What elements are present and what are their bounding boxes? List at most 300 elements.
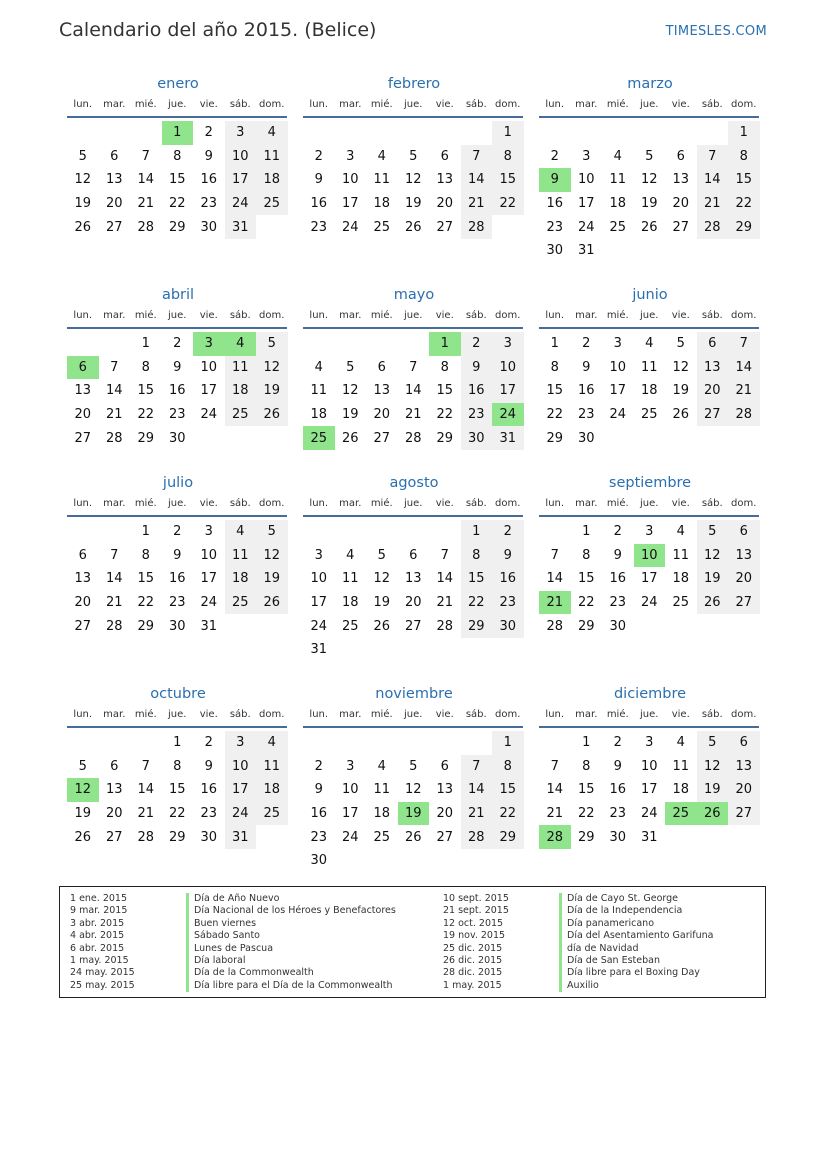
day-cell: 18	[640, 383, 658, 399]
day-cell: 7	[110, 359, 119, 375]
day-cell: 28	[461, 825, 493, 849]
day-cell: 23	[310, 219, 328, 235]
legend-holiday-name: Día de Año Nuevo	[186, 893, 279, 905]
day-cell: 22	[492, 192, 524, 216]
day-cell: 21	[137, 806, 155, 822]
day-cell: 4	[676, 735, 685, 751]
weekday-header	[303, 307, 525, 325]
day-cell: 11	[373, 172, 391, 188]
day-cell: 28	[461, 215, 493, 239]
day-cell: 12	[256, 356, 288, 380]
day-cell: 29	[436, 430, 454, 446]
day-cell: 3	[582, 148, 591, 164]
day-cell: 12	[672, 359, 690, 375]
day-cell: 19	[341, 407, 359, 423]
day-cell: 21	[728, 379, 760, 403]
empty-cell	[398, 520, 430, 544]
day-cell: 11	[672, 547, 690, 563]
day-cell: 6	[728, 731, 760, 755]
weekday-label: mié.	[370, 498, 393, 509]
day-cell: 1	[728, 121, 760, 145]
day-cell: 6	[110, 758, 119, 774]
day-cell: 30	[461, 426, 493, 450]
day-cell: 26	[74, 829, 92, 845]
weekday-label: sáb.	[229, 310, 251, 321]
day-cell: 12	[404, 782, 422, 798]
day-cell: 3	[645, 735, 654, 751]
day-cell: 26	[74, 219, 92, 235]
day-cell: 18	[256, 778, 288, 802]
weekday-label: mié.	[370, 310, 393, 321]
day-cell: 7	[461, 145, 493, 169]
day-cell: 21	[105, 595, 123, 611]
holiday-day: 12	[67, 778, 99, 802]
month-name: mayo	[393, 287, 435, 303]
empty-cell	[539, 520, 571, 544]
header-rule	[303, 726, 523, 728]
weekday-label: lun.	[545, 310, 565, 321]
day-cell: 18	[225, 567, 257, 591]
empty-cell	[366, 731, 398, 755]
day-cell: 21	[105, 407, 123, 423]
day-cell: 26	[640, 219, 658, 235]
legend-holiday-name: Día de Cayo St. George	[559, 893, 678, 905]
day-cell: 8	[728, 145, 760, 169]
empty-cell	[99, 121, 131, 145]
day-cell: 3	[225, 121, 257, 145]
legend-date: 4 abr. 2015	[70, 930, 125, 942]
day-cell: 15	[577, 571, 595, 587]
day-cell: 15	[492, 778, 524, 802]
day-cell: 22	[577, 595, 595, 611]
days-grid	[67, 520, 289, 638]
weekday-header	[539, 96, 761, 114]
day-cell: 10	[577, 172, 595, 188]
day-cell: 1	[173, 735, 182, 751]
day-cell: 18	[225, 379, 257, 403]
weekday-label: dom.	[495, 709, 521, 720]
day-cell: 19	[74, 196, 92, 212]
day-cell: 6	[78, 547, 87, 563]
day-cell: 10	[341, 782, 359, 798]
month-name: agosto	[389, 475, 439, 491]
day-cell: 11	[310, 383, 328, 399]
weekday-header	[539, 307, 761, 325]
weekday-label: mié.	[606, 709, 629, 720]
legend-date: 12 oct. 2015	[443, 917, 504, 929]
day-cell: 5	[697, 731, 729, 755]
empty-cell	[335, 121, 367, 145]
day-cell: 28	[105, 618, 123, 634]
weekday-label: lun.	[73, 709, 93, 720]
day-cell: 16	[310, 196, 328, 212]
day-cell: 7	[110, 547, 119, 563]
weekday-label: vie.	[435, 709, 454, 720]
day-cell: 12	[341, 383, 359, 399]
day-cell: 22	[577, 806, 595, 822]
day-cell: 23	[200, 806, 218, 822]
day-cell: 8	[582, 758, 591, 774]
day-cell: 27	[105, 829, 123, 845]
empty-cell	[67, 332, 99, 356]
weekday-label: mar.	[575, 99, 598, 110]
day-cell: 15	[577, 782, 595, 798]
day-cell: 17	[341, 196, 359, 212]
empty-cell	[303, 520, 335, 544]
day-cell: 24	[225, 802, 257, 826]
empty-cell	[429, 520, 461, 544]
days-grid	[539, 731, 761, 849]
day-cell: 3	[346, 758, 355, 774]
day-cell: 22	[436, 407, 454, 423]
day-cell: 14	[546, 571, 564, 587]
day-cell: 7	[141, 148, 150, 164]
day-cell: 4	[676, 524, 685, 540]
day-cell: 10	[609, 359, 627, 375]
header-rule	[539, 515, 759, 517]
day-cell: 29	[137, 430, 155, 446]
day-cell: 12	[404, 172, 422, 188]
day-cell: 12	[373, 571, 391, 587]
day-cell: 10	[492, 356, 524, 380]
day-cell: 6	[440, 758, 449, 774]
day-cell: 26	[256, 591, 288, 615]
day-cell: 7	[461, 755, 493, 779]
weekday-label: dom.	[731, 310, 757, 321]
header-rule	[539, 327, 759, 329]
legend-date: 25 may. 2015	[70, 979, 135, 991]
weekday-label: mar.	[575, 498, 598, 509]
weekday-label: jue.	[404, 709, 423, 720]
day-cell: 12	[256, 544, 288, 568]
weekday-label: jue.	[640, 99, 659, 110]
header-rule	[303, 116, 523, 118]
day-cell: 4	[346, 547, 355, 563]
weekday-header	[303, 495, 525, 513]
day-cell: 24	[341, 829, 359, 845]
holiday-day: 10	[634, 544, 666, 568]
weekday-label: jue.	[640, 709, 659, 720]
day-cell: 2	[314, 148, 323, 164]
month-marzo	[539, 72, 761, 263]
page-title: Calendario del año 2015. (Belice)	[59, 19, 377, 41]
legend-holiday-name: Sábado Santo	[186, 930, 260, 942]
holiday-day: 1	[429, 332, 461, 356]
day-cell: 17	[310, 595, 328, 611]
day-cell: 14	[728, 356, 760, 380]
day-cell: 10	[310, 571, 328, 587]
day-cell: 1	[141, 336, 150, 352]
month-name: septiembre	[608, 475, 692, 491]
day-cell: 6	[676, 148, 685, 164]
day-cell: 1	[550, 336, 559, 352]
weekday-label: sáb.	[701, 498, 723, 509]
empty-cell	[130, 121, 162, 145]
day-cell: 5	[78, 758, 87, 774]
month-name: junio	[632, 287, 668, 303]
day-cell: 21	[546, 806, 564, 822]
day-cell: 11	[256, 755, 288, 779]
day-cell: 25	[609, 219, 627, 235]
day-cell: 24	[577, 219, 595, 235]
day-cell: 16	[310, 806, 328, 822]
day-cell: 13	[728, 544, 760, 568]
weekday-header	[67, 495, 289, 513]
weekday-label: vie.	[435, 498, 454, 509]
day-cell: 22	[728, 192, 760, 216]
day-cell: 9	[314, 172, 323, 188]
day-cell: 5	[346, 359, 355, 375]
day-cell: 22	[168, 806, 186, 822]
weekday-label: lun.	[73, 99, 93, 110]
day-cell: 2	[204, 735, 213, 751]
day-cell: 18	[310, 407, 328, 423]
day-cell: 18	[256, 168, 288, 192]
day-cell: 25	[225, 591, 257, 615]
days-grid	[539, 121, 761, 263]
day-cell: 23	[609, 595, 627, 611]
legend-holiday-name: Día libre para el Día de la Commonwealth	[186, 980, 393, 992]
day-cell: 30	[168, 430, 186, 446]
weekday-label: lun.	[309, 498, 329, 509]
day-cell: 13	[74, 571, 92, 587]
day-cell: 17	[640, 571, 658, 587]
day-cell: 1	[141, 524, 150, 540]
month-name: julio	[162, 475, 194, 491]
legend-holiday-name: Día del Asentamiento Garifuna	[559, 930, 713, 942]
day-cell: 8	[582, 547, 591, 563]
day-cell: 19	[697, 567, 729, 591]
day-cell: 16	[200, 172, 218, 188]
empty-cell	[366, 332, 398, 356]
weekday-label: dom.	[259, 99, 285, 110]
weekday-label: vie.	[199, 498, 218, 509]
day-cell: 28	[546, 618, 564, 634]
day-cell: 2	[613, 735, 622, 751]
holiday-day: 28	[539, 825, 571, 849]
day-cell: 6	[409, 547, 418, 563]
day-cell: 22	[546, 407, 564, 423]
weekday-label: jue.	[404, 99, 423, 110]
day-cell: 28	[436, 618, 454, 634]
day-cell: 4	[256, 121, 288, 145]
holiday-day: 24	[492, 403, 524, 427]
empty-cell	[429, 121, 461, 145]
day-cell: 11	[256, 145, 288, 169]
day-cell: 27	[74, 618, 92, 634]
empty-cell	[398, 332, 430, 356]
weekday-label: dom.	[259, 310, 285, 321]
day-cell: 21	[697, 192, 729, 216]
day-cell: 20	[74, 407, 92, 423]
empty-cell	[366, 121, 398, 145]
day-cell: 28	[728, 403, 760, 427]
holiday-day: 26	[697, 802, 729, 826]
weekday-label: mar.	[339, 709, 362, 720]
day-cell: 9	[173, 359, 182, 375]
empty-cell	[335, 332, 367, 356]
day-cell: 8	[492, 755, 524, 779]
legend-holiday-name: Día laboral	[186, 955, 245, 967]
day-cell: 21	[436, 595, 454, 611]
day-cell: 22	[492, 802, 524, 826]
weekday-label: sáb.	[229, 709, 251, 720]
holiday-day: 25	[303, 426, 335, 450]
day-cell: 5	[697, 520, 729, 544]
day-cell: 4	[377, 758, 386, 774]
header-rule	[67, 116, 287, 118]
legend-holiday-name: Día de la Commonwealth	[186, 967, 314, 979]
day-cell: 30	[168, 618, 186, 634]
day-cell: 16	[609, 782, 627, 798]
day-cell: 14	[404, 383, 422, 399]
day-cell: 14	[105, 571, 123, 587]
day-cell: 27	[672, 219, 690, 235]
day-cell: 3	[645, 524, 654, 540]
day-cell: 9	[613, 758, 622, 774]
day-cell: 4	[314, 359, 323, 375]
legend-date: 1 may. 2015	[70, 954, 129, 966]
weekday-label: dom.	[731, 498, 757, 509]
day-cell: 29	[168, 829, 186, 845]
day-cell: 7	[409, 359, 418, 375]
day-cell: 30	[546, 243, 564, 259]
day-cell: 21	[137, 196, 155, 212]
day-cell: 5	[409, 148, 418, 164]
day-cell: 11	[640, 359, 658, 375]
holiday-day: 6	[67, 356, 99, 380]
day-cell: 16	[168, 383, 186, 399]
month-febrero	[303, 72, 525, 239]
day-cell: 23	[492, 591, 524, 615]
weekday-header	[67, 96, 289, 114]
empty-cell	[634, 121, 666, 145]
day-cell: 24	[200, 407, 218, 423]
day-cell: 17	[492, 379, 524, 403]
day-cell: 30	[577, 430, 595, 446]
day-cell: 3	[613, 336, 622, 352]
empty-cell	[697, 121, 729, 145]
day-cell: 23	[310, 829, 328, 845]
holiday-day: 1	[162, 121, 194, 145]
day-cell: 7	[550, 758, 559, 774]
weekday-label: jue.	[640, 498, 659, 509]
weekday-header	[303, 706, 525, 724]
day-cell: 19	[640, 196, 658, 212]
day-cell: 31	[225, 825, 257, 849]
header-rule	[67, 327, 287, 329]
day-cell: 2	[173, 524, 182, 540]
day-cell: 24	[640, 806, 658, 822]
day-cell: 7	[550, 547, 559, 563]
header-rule	[303, 327, 523, 329]
weekday-label: mié.	[606, 310, 629, 321]
weekday-label: sáb.	[701, 709, 723, 720]
day-cell: 26	[256, 403, 288, 427]
day-cell: 3	[314, 547, 323, 563]
day-cell: 5	[377, 547, 386, 563]
day-cell: 27	[373, 430, 391, 446]
day-cell: 15	[461, 567, 493, 591]
days-grid	[303, 731, 525, 873]
day-cell: 9	[314, 782, 323, 798]
day-cell: 24	[310, 618, 328, 634]
day-cell: 17	[225, 168, 257, 192]
day-cell: 27	[436, 829, 454, 845]
day-cell: 11	[341, 571, 359, 587]
weekday-label: mar.	[103, 709, 126, 720]
day-cell: 2	[314, 758, 323, 774]
day-cell: 25	[640, 407, 658, 423]
weekday-label: dom.	[259, 498, 285, 509]
day-cell: 25	[373, 219, 391, 235]
day-cell: 30	[492, 614, 524, 638]
day-cell: 3	[346, 148, 355, 164]
brand-link[interactable]: TIMESLES.COM	[665, 24, 767, 39]
day-cell: 11	[609, 172, 627, 188]
weekday-label: dom.	[259, 709, 285, 720]
weekday-label: mar.	[103, 310, 126, 321]
day-cell: 15	[436, 383, 454, 399]
day-cell: 16	[609, 571, 627, 587]
day-cell: 19	[256, 379, 288, 403]
month-name: febrero	[387, 76, 441, 92]
day-cell: 22	[137, 407, 155, 423]
day-cell: 26	[404, 829, 422, 845]
weekday-label: lun.	[73, 310, 93, 321]
weekday-label: lun.	[545, 709, 565, 720]
empty-cell	[366, 520, 398, 544]
day-cell: 1	[582, 524, 591, 540]
day-cell: 29	[577, 829, 595, 845]
weekday-label: jue.	[404, 310, 423, 321]
day-cell: 20	[728, 567, 760, 591]
empty-cell	[99, 520, 131, 544]
day-cell: 10	[640, 758, 658, 774]
day-cell: 22	[168, 196, 186, 212]
weekday-header	[539, 495, 761, 513]
day-cell: 7	[440, 547, 449, 563]
day-cell: 8	[173, 148, 182, 164]
day-cell: 17	[225, 778, 257, 802]
weekday-label: sáb.	[465, 709, 487, 720]
day-cell: 21	[461, 802, 493, 826]
day-cell: 8	[173, 758, 182, 774]
day-cell: 8	[141, 547, 150, 563]
day-cell: 2	[492, 520, 524, 544]
day-cell: 31	[577, 243, 595, 259]
legend-date: 19 nov. 2015	[443, 930, 506, 942]
weekday-label: dom.	[731, 99, 757, 110]
day-cell: 27	[697, 403, 729, 427]
day-cell: 10	[200, 547, 218, 563]
day-cell: 20	[672, 196, 690, 212]
legend-date: 10 sept. 2015	[443, 893, 509, 904]
day-cell: 26	[341, 430, 359, 446]
legend-holiday-name: Día Nacional de los Héroes y Benefactores	[186, 905, 396, 917]
day-cell: 10	[341, 172, 359, 188]
month-diciembre	[539, 682, 761, 849]
month-name: abril	[161, 287, 195, 303]
days-grid	[67, 121, 289, 239]
weekday-label: dom.	[495, 498, 521, 509]
day-cell: 28	[137, 829, 155, 845]
day-cell: 15	[168, 782, 186, 798]
day-cell: 30	[609, 829, 627, 845]
days-grid	[67, 332, 289, 450]
weekday-label: mié.	[370, 709, 393, 720]
empty-cell	[571, 121, 603, 145]
